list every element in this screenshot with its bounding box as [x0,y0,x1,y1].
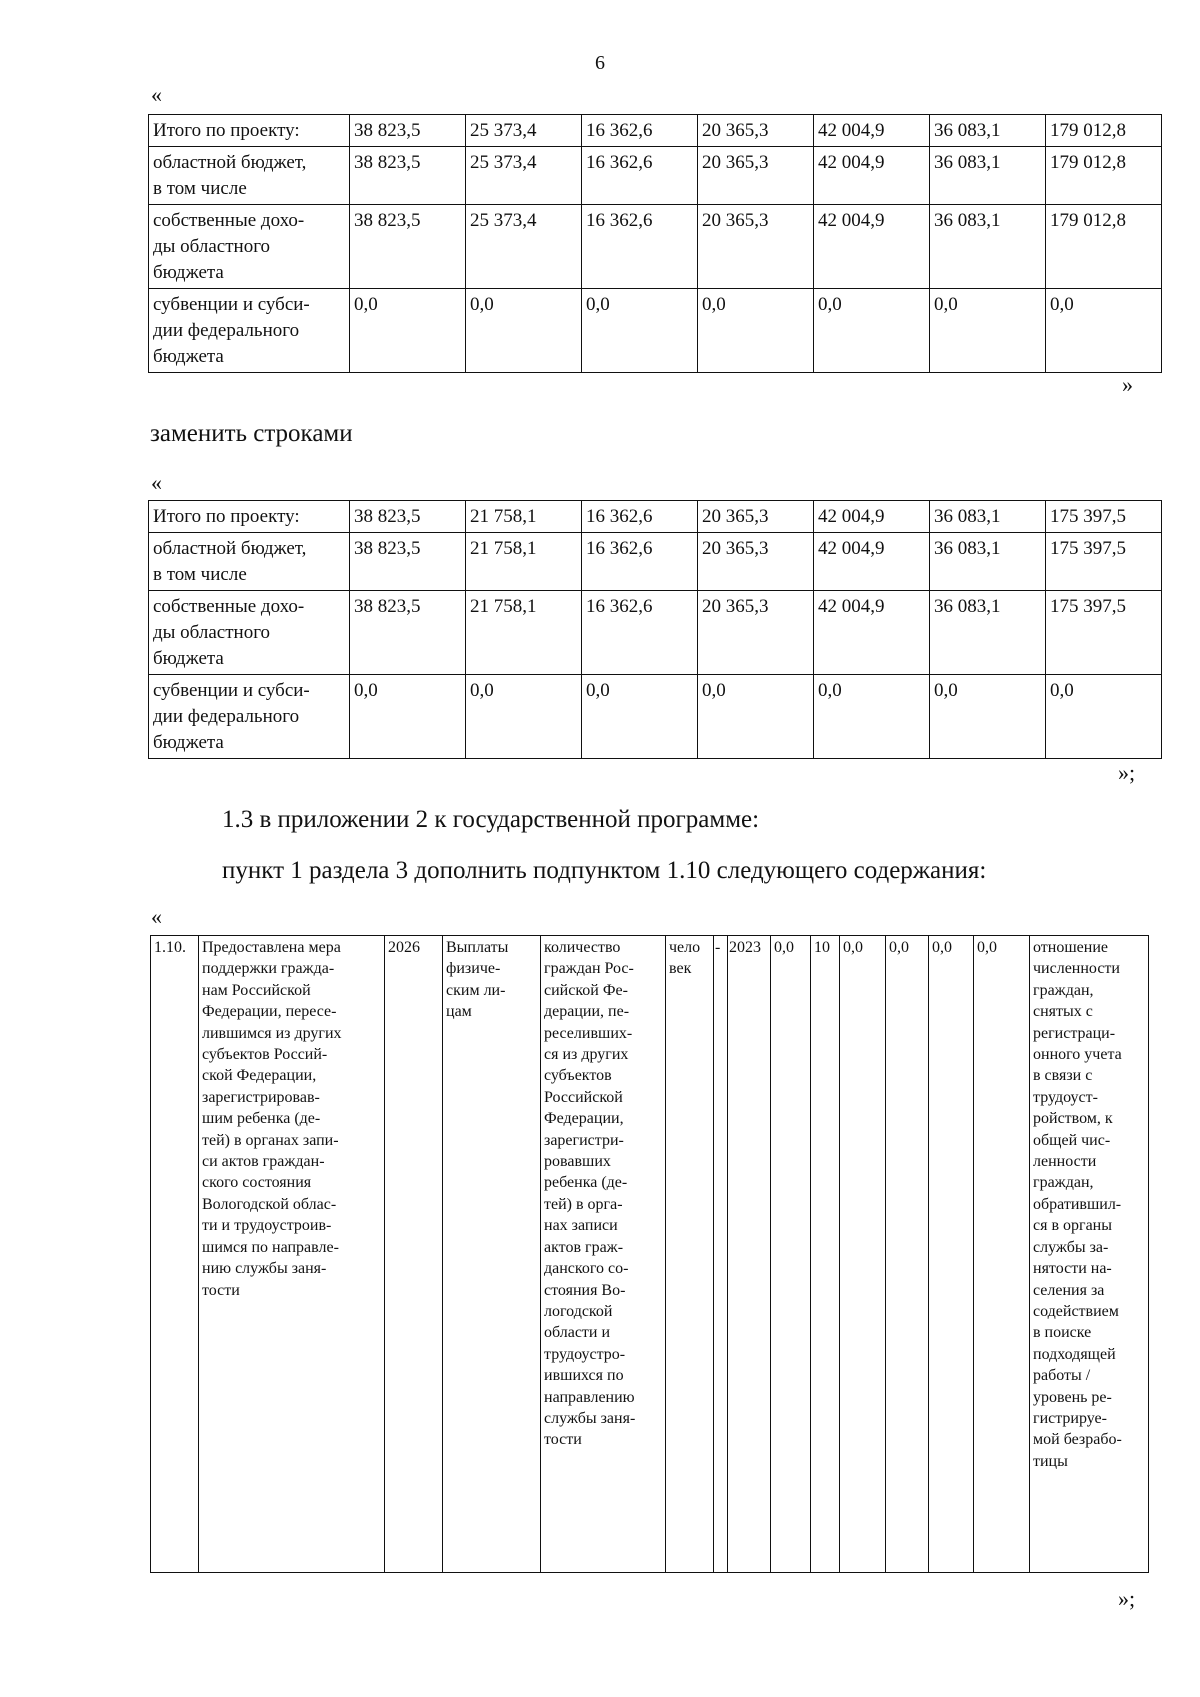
row-label: Итого по проекту: [149,501,350,533]
row-label: собственные дохо- ды областного бюджета [149,591,350,675]
row-label: областной бюджет, в том числе [149,147,350,205]
value-cell: 0,0 [974,936,1030,1573]
value-cell: 25 373,4 [466,205,582,289]
old-finance-table [148,114,1162,373]
value-cell: 36 083,1 [930,591,1046,675]
calculation-method: отношение численности граждан, снятых с регистраци- онного учета в связи с трудоуст- ройством, к общей чис- ленности граждан, обратившил- ся в органы службы за- нятости на- селения за содействием в поиске подходящей работы / уровень ре- гистрируе- мой безрабо- тицы [1030,936,1149,1573]
new-finance-table [148,500,1162,759]
value-cell: 36 083,1 [930,533,1046,591]
close-quote-semi-1: »; [1118,760,1136,785]
open-quote-1: « [151,82,162,107]
value-cell: 0,0 [350,289,466,373]
base-year-cell: 2023 [728,936,771,1573]
table-row [149,205,1162,289]
table-row [149,675,1162,759]
value-cell: 16 362,6 [582,205,698,289]
value-cell: 0,0 [886,936,929,1573]
value-cell: 179 012,8 [1046,205,1162,289]
subitem-table [150,935,1149,1573]
value-cell: 36 083,1 [930,115,1046,147]
table-row [149,289,1162,373]
value-cell: 0,0 [840,936,886,1573]
value-cell: 0,0 [698,289,814,373]
value-cell: 20 365,3 [698,147,814,205]
value-cell: 42 004,9 [814,591,930,675]
value-cell: 42 004,9 [814,205,930,289]
value-cell: 0,0 [930,289,1046,373]
table-row [149,147,1162,205]
value-cell: 0,0 [814,675,930,759]
value-cell: 20 365,3 [698,591,814,675]
subitem-number: 1.10. [151,936,199,1573]
value-cell: 16 362,6 [582,501,698,533]
row-label: областной бюджет, в том числе [149,533,350,591]
value-cell: 0,0 [582,289,698,373]
page-number: 6 [595,52,605,74]
table-row [149,115,1162,147]
value-cell: 0,0 [1046,289,1162,373]
value-cell: 0,0 [698,675,814,759]
value-cell: 175 397,5 [1046,533,1162,591]
value-cell: 175 397,5 [1046,501,1162,533]
value-cell: 38 823,5 [350,591,466,675]
value-cell: 42 004,9 [814,147,930,205]
row-label: собственные дохо- ды областного бюджета [149,205,350,289]
year-cell: 2026 [385,936,443,1573]
table-row [151,936,1149,1573]
measure-name: Предоставлена мера поддержки гражда- нам Российской Федерации, пересе- лившимся из других субъектов Россий- ской Федерации, зарегистрировав- шим ребенка (де- тей) в органах запи- си актов граждан- ского состояния Вологодской облас- ти и трудоустроив- шимся по направле- нию службы заня- тости [199,936,385,1573]
table-row [149,533,1162,591]
row-label: субвенции и субси- дии федерального бюджета [149,289,350,373]
value-cell: 0,0 [582,675,698,759]
value-cell: 21 758,1 [466,591,582,675]
value-cell: 38 823,5 [350,533,466,591]
value-cell: 21 758,1 [466,501,582,533]
payment-type: Выплаты физиче- ским ли- цам [443,936,541,1573]
value-cell: 0,0 [814,289,930,373]
value-cell: 20 365,3 [698,205,814,289]
value-cell: 42 004,9 [814,533,930,591]
row-label: Итого по проекту: [149,115,350,147]
value-cell: 0,0 [771,936,811,1573]
value-cell: 25 373,4 [466,147,582,205]
table-row [149,501,1162,533]
value-cell: 36 083,1 [930,205,1046,289]
value-cell: 20 365,3 [698,115,814,147]
value-cell: 16 362,6 [582,147,698,205]
value-cell: 42 004,9 [814,501,930,533]
value-cell: 21 758,1 [466,533,582,591]
dash-cell: - [714,936,728,1573]
heading-appendix: 1.3 в приложении 2 к государственной программе: [222,806,760,833]
value-cell: 38 823,5 [350,115,466,147]
row-label: субвенции и субси- дии федерального бюджета [149,675,350,759]
value-cell: 179 012,8 [1046,147,1162,205]
value-cell: 0,0 [466,289,582,373]
heading-paragraph: пункт 1 раздела 3 дополнить подпунктом 1.10 следующего содержания: [222,857,987,884]
unit-cell: чело век [666,936,714,1573]
value-cell: 20 365,3 [698,501,814,533]
value-cell: 16 362,6 [582,115,698,147]
value-cell: 0,0 [466,675,582,759]
value-cell: 10 [811,936,840,1573]
value-cell: 38 823,5 [350,147,466,205]
table-row [149,591,1162,675]
close-quote-1: » [1122,372,1133,397]
value-cell: 16 362,6 [582,533,698,591]
value-cell: 38 823,5 [350,205,466,289]
value-cell: 179 012,8 [1046,115,1162,147]
replace-text: заменить строками [150,420,353,447]
open-quote-3: « [151,904,162,929]
value-cell: 175 397,5 [1046,591,1162,675]
value-cell: 0,0 [930,675,1046,759]
value-cell: 0,0 [929,936,974,1573]
value-cell: 25 373,4 [466,115,582,147]
value-cell: 20 365,3 [698,533,814,591]
value-cell: 16 362,6 [582,591,698,675]
indicator-name: количество граждан Рос- сийской Фе- дерации, пе- реселивших- ся из других субъектов Российской Федерации, зарегистри- ровавших ребенка (де- тей) в орга- нах записи актов граж- данского со- стояния Во- логодской области и трудоустро- ившихся по направлению службы заня- тости [541,936,666,1573]
open-quote-2: « [151,470,162,495]
value-cell: 42 004,9 [814,115,930,147]
close-quote-semi-2: »; [1118,1586,1136,1611]
value-cell: 0,0 [1046,675,1162,759]
value-cell: 36 083,1 [930,147,1046,205]
value-cell: 36 083,1 [930,501,1046,533]
value-cell: 38 823,5 [350,501,466,533]
value-cell: 0,0 [350,675,466,759]
